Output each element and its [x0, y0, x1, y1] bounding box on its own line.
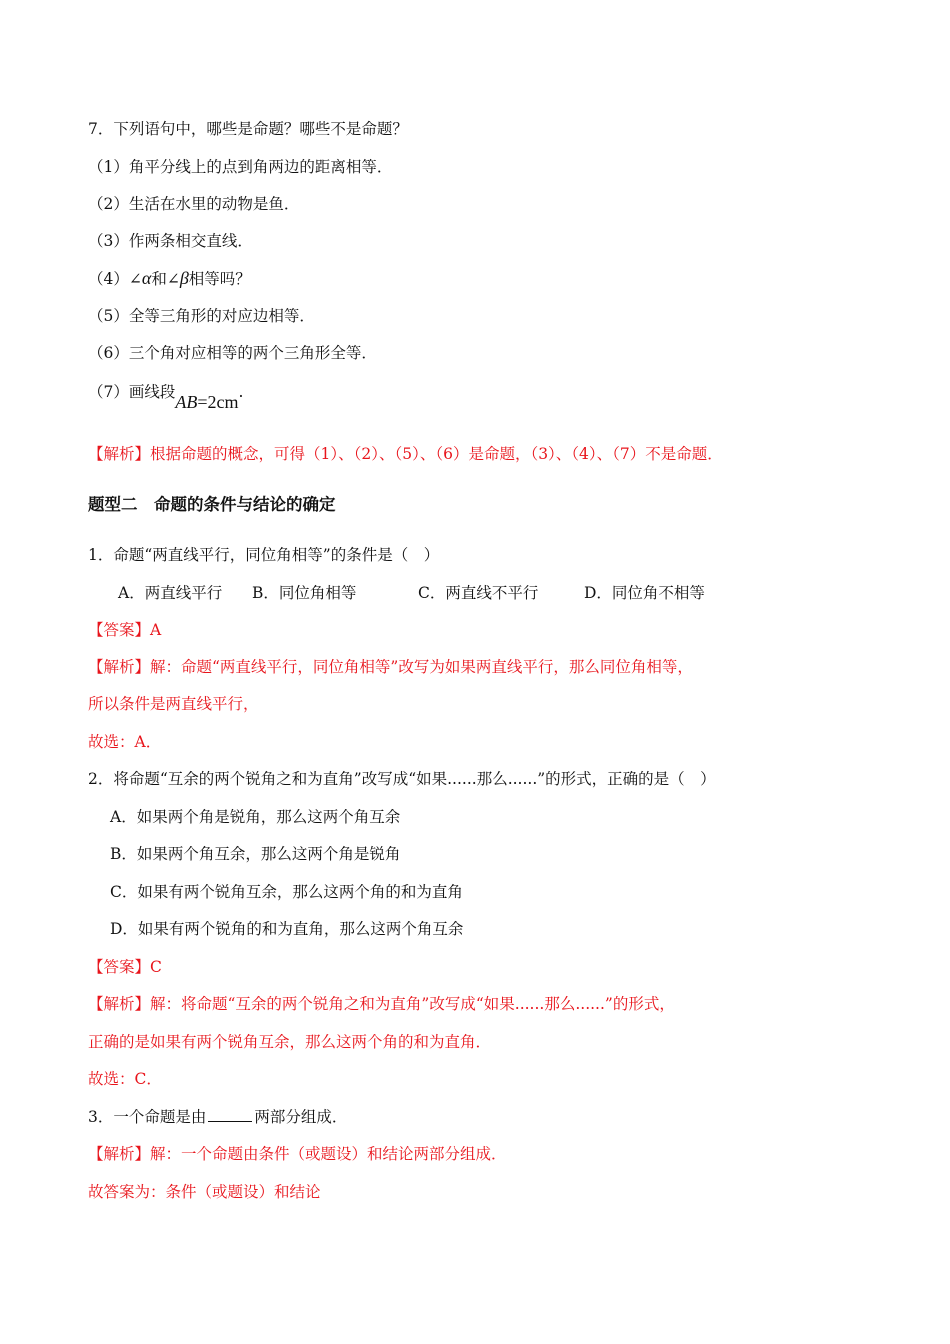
q3-stem-b: 两部分组成．	[254, 1108, 348, 1126]
q7-item-1: （1）角平分线上的点到角两边的距离相等．	[88, 158, 393, 176]
q2-choice: 故选：C．	[88, 1070, 162, 1088]
q2-analysis-2: 正确的是如果有两个锐角互余，那么这两个角的和为直角．	[88, 1033, 492, 1051]
q3-stem	[88, 1106, 347, 1128]
item7-prefix: （7）画线段	[88, 383, 176, 401]
q3-final: 故答案为：条件（或题设）和结论	[88, 1183, 321, 1201]
segment-length: =2cm	[197, 392, 239, 412]
q2-option-c: C．如果有两个锐角互余，那么这两个角的和为直角	[110, 883, 463, 901]
q1-analysis-1: 【解析】解：命题“两直线平行，同位角相等”改写为如果两直线平行，那么同位角相等，	[88, 658, 693, 676]
q7-item-5: （5）全等三角形的对应边相等．	[88, 307, 315, 325]
item4-suffix: 相等吗？	[188, 270, 251, 288]
q7-item-6: （6）三个角对应相等的两个三角形全等．	[88, 344, 377, 362]
q1-stem: 1．命题“两直线平行，同位角相等”的条件是（ ）	[88, 546, 440, 564]
item4-mid: 和∠	[151, 270, 180, 288]
q7-analysis: 【解析】根据命题的概念，可得（1）、（2）、（5）、（6）是命题，（3）、（4）、（7）不是命题．	[88, 445, 723, 463]
q1-option-a: A．两直线平行	[118, 584, 223, 602]
q2-answer: 【答案】C	[88, 958, 162, 976]
q7-item-3: （3）作两条相交直线．	[88, 232, 253, 250]
q3-analysis: 【解析】解：一个命题由条件（或题设）和结论两部分组成．	[88, 1145, 507, 1163]
answer-blank	[208, 1106, 252, 1122]
q1-option-c: C．两直线不平行	[418, 584, 539, 602]
q1-option-d: D．同位角不相等	[584, 584, 705, 602]
q1-choice: 故选：A．	[88, 733, 162, 751]
section-heading: 题型二 命题的条件与结论的确定	[88, 495, 336, 514]
alpha-symbol: α	[141, 268, 152, 288]
q3-stem-a: 3．一个命题是由	[88, 1108, 207, 1126]
q2-analysis-1: 【解析】解：将命题“互余的两个锐角之和为直角”改写成“如果......那么......”的形式，	[88, 995, 675, 1013]
q2-stem: 2．将命题“互余的两个锐角之和为直角”改写成“如果......那么......”的形式，正确的是（ ）	[88, 770, 716, 788]
q2-option-b: B．如果两个角互余，那么这两个角是锐角	[110, 845, 401, 863]
item7-dot: .	[238, 383, 244, 401]
q2-option-a: A．如果两个角是锐角，那么这两个角互余	[110, 808, 401, 826]
item4-prefix: （4）∠	[88, 270, 142, 288]
q7-item-7	[88, 380, 244, 412]
segment-ab: AB	[175, 392, 198, 412]
q1-analysis-2: 所以条件是两直线平行，	[88, 695, 259, 713]
q1-option-b: B．同位角相等	[252, 584, 357, 602]
q7-item-2: （2）生活在水里的动物是鱼．	[88, 195, 300, 213]
q7-title: 7．下列语句中，哪些是命题？哪些不是命题？	[88, 120, 408, 138]
q7-item-4	[88, 267, 251, 290]
beta-symbol: β	[179, 268, 189, 288]
q1-answer: 【答案】A	[88, 621, 162, 639]
q2-option-d: D．如果有两个锐角的和为直角，那么这两个角互余	[110, 920, 464, 938]
